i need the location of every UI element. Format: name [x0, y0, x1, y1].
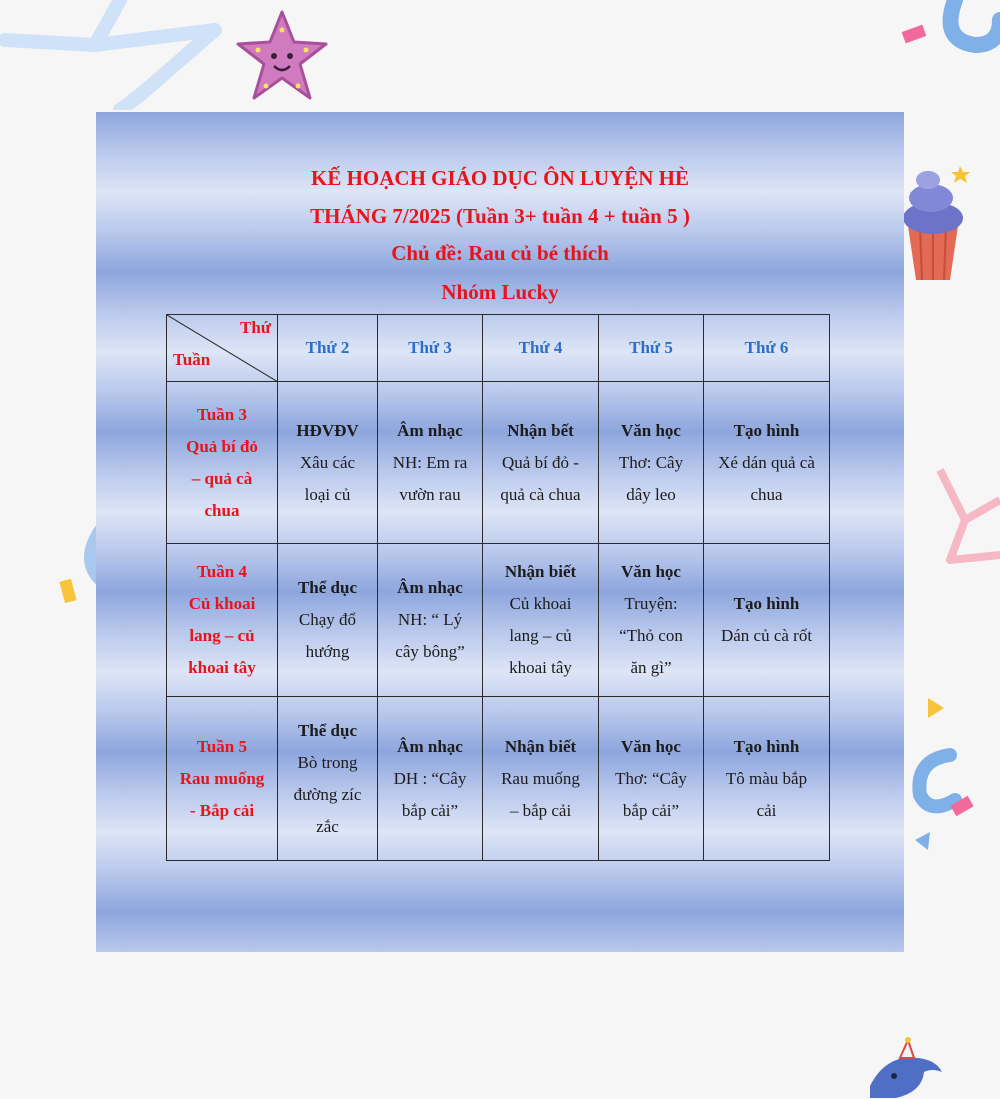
table-row [167, 382, 830, 544]
day-header: Thứ 5 [599, 315, 704, 382]
week-label-line: Quả bí đỏ [186, 436, 258, 456]
activity-detail-line: Thơ: “Cây [615, 768, 687, 788]
schedule-table [166, 314, 830, 861]
activity-title: Văn học [621, 420, 681, 440]
activity-title: Âm nhạc [397, 420, 463, 440]
corner-day-label: Thứ [240, 318, 271, 337]
activity-detail-line: Rau muống [501, 768, 580, 788]
activity-detail-line: “Thỏ con [619, 626, 683, 645]
week-label-line: Tuần 3 [197, 404, 247, 424]
corner-week-label: Tuần [173, 350, 211, 369]
table-row [167, 544, 830, 697]
day-header: Thứ 2 [278, 315, 378, 382]
activity-detail-line: Chạy đổ [298, 610, 357, 629]
activity-detail-line: Dán củ cà rốt [720, 626, 813, 645]
activity-cell [599, 382, 704, 544]
plan-theme: Chủ đề: Rau củ bé thích [391, 241, 609, 265]
activity-title: HĐVĐV [296, 420, 359, 440]
activity-detail-line: ăn gì” [630, 658, 672, 677]
activity-detail-line: Xé dán quả cà [718, 452, 815, 472]
activity-detail-line: Bò trong [297, 752, 358, 772]
activity-detail-line: cải [756, 800, 777, 820]
week-cell [167, 697, 278, 861]
activity-cell [599, 697, 704, 861]
activity-title: Nhận bết [507, 420, 574, 440]
activity-cell [704, 382, 830, 544]
activity-cell [704, 544, 830, 697]
plan-group: Nhóm Lucky [441, 280, 559, 304]
week-cell [167, 382, 278, 544]
corner-header-cell [167, 315, 278, 382]
activity-title: Tạo hình [733, 594, 800, 613]
cupcake-sticker-icon [898, 158, 978, 283]
activity-title: Nhận biết [504, 562, 577, 581]
week-label-line: - Bắp cải [189, 800, 255, 820]
week-label-line: chua [204, 500, 240, 520]
week-cell [167, 544, 278, 697]
table-row [167, 697, 830, 861]
week-label-line: lang – củ [189, 626, 255, 645]
activity-cell [278, 544, 378, 697]
activity-detail-line: lang – củ [509, 626, 572, 645]
activity-title: Văn học [621, 562, 681, 581]
activity-detail-line: – bắp cải [509, 800, 572, 820]
week-label-line: Tuần 5 [197, 736, 247, 756]
week-label-line: Củ khoai [188, 594, 256, 613]
activity-detail-line: Củ khoai [509, 594, 572, 613]
activity-detail-line: Quả bí đỏ - [502, 452, 579, 472]
activity-cell [278, 382, 378, 544]
activity-detail-line: bắp cải” [401, 800, 459, 820]
activity-title: Thể dục [297, 578, 358, 597]
activity-title: Văn học [621, 736, 681, 756]
activity-title: Âm nhạc [397, 736, 463, 756]
day-header: Thứ 4 [483, 315, 599, 382]
activity-detail-line: bắp cải” [622, 800, 680, 820]
week-label-line: Tuần 4 [197, 562, 247, 581]
activity-title: Tạo hình [733, 736, 800, 756]
star-outline-icon [0, 0, 230, 110]
activity-cell [599, 544, 704, 697]
activity-detail-line: DH : “Cây [393, 768, 467, 788]
activity-detail-line: Xâu các [299, 452, 356, 472]
activity-cell [483, 382, 599, 544]
activity-detail-line: đường zíc [293, 784, 362, 804]
dolphin-sticker-icon [866, 1036, 946, 1099]
activity-detail-line: NH: “ Lý [397, 610, 463, 629]
activity-detail-line: chua [750, 484, 783, 504]
activity-title: Tạo hình [733, 420, 800, 440]
activity-detail-line: Tô màu bắp [725, 768, 808, 788]
activity-cell [278, 697, 378, 861]
activity-detail-line: hướng [305, 642, 350, 661]
activity-detail-line: quả cà chua [500, 484, 581, 504]
activity-detail-line: Thơ: Cây [618, 452, 684, 472]
day-header: Thứ 6 [704, 315, 830, 382]
day-header: Thứ 3 [378, 315, 483, 382]
activity-detail-line: loại củ [304, 484, 351, 504]
activity-title: Nhận biết [504, 736, 577, 756]
activity-cell [378, 544, 483, 697]
activity-detail-line: Truyện: [624, 594, 678, 613]
activity-cell [378, 382, 483, 544]
header-row [167, 315, 830, 382]
activity-detail-line: cây bông” [395, 642, 465, 661]
activity-title: Thể dục [297, 720, 358, 740]
activity-cell [704, 697, 830, 861]
activity-detail-line: vườn rau [399, 484, 461, 504]
activity-detail-line: khoai tây [509, 658, 572, 677]
activity-detail-line: NH: Em ra [392, 452, 468, 472]
activity-detail-line: dây leo [626, 484, 676, 504]
activity-cell [483, 697, 599, 861]
activity-cell [483, 544, 599, 697]
starfish-sticker-icon [236, 8, 328, 104]
plan-title: KẾ HOẠCH GIÁO DỤC ÔN LUYỆN HÈ [310, 166, 690, 190]
plan-month: THÁNG 7/2025 (Tuần 3+ tuần 4 + tuần 5 ) [310, 204, 690, 228]
activity-title: Âm nhạc [397, 578, 463, 597]
activity-cell [378, 697, 483, 861]
activity-detail-line: zắc [316, 816, 339, 836]
week-label-line: – quả cà [191, 468, 253, 488]
week-label-line: Rau muống [179, 768, 265, 788]
week-label-line: khoai tây [188, 658, 256, 677]
